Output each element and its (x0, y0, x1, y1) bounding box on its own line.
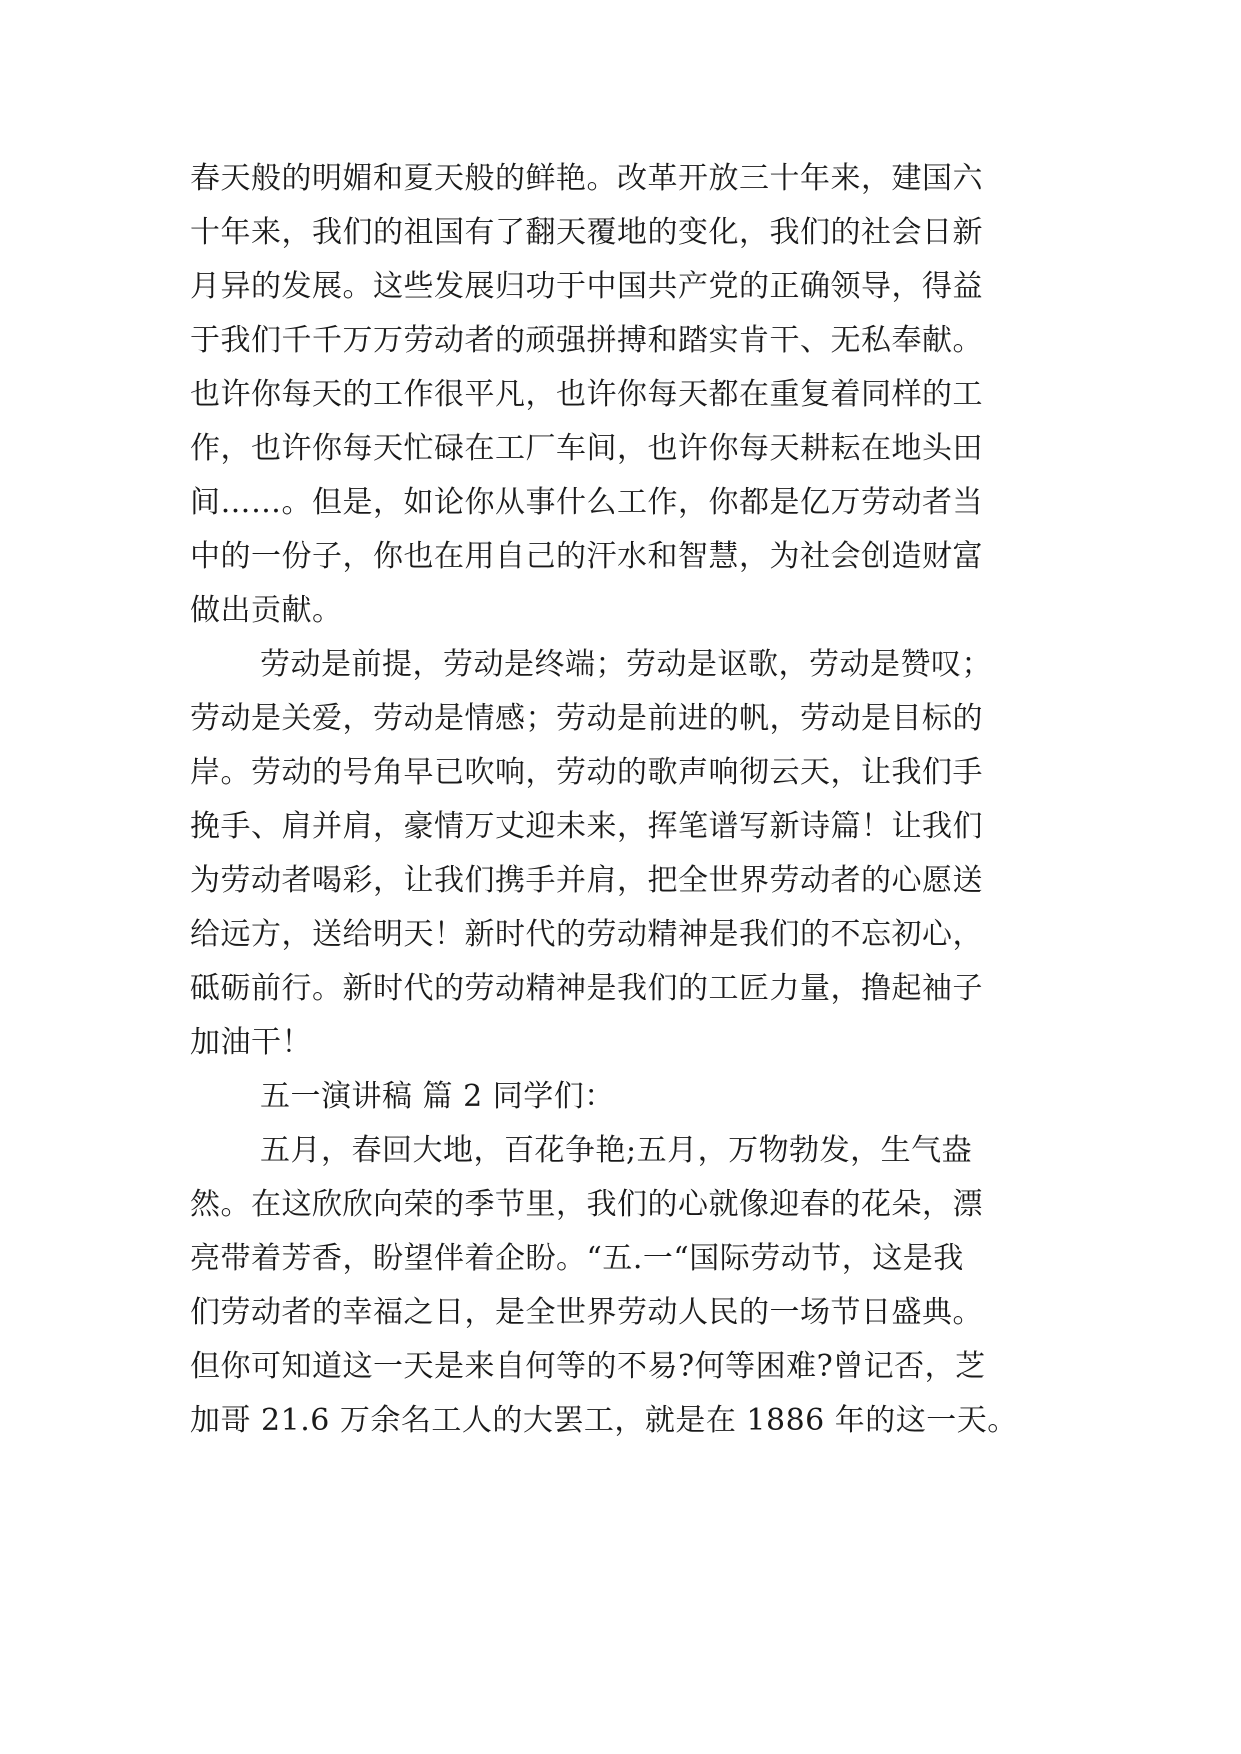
paragraph-2 (190, 638, 1070, 1070)
text-line: 劳动是关爱，劳动是情感；劳动是前进的帆，劳动是目标的 (190, 701, 983, 736)
text-line: 五月，春回大地，百花争艳;五月，万物勃发，生气盎 (260, 1133, 973, 1168)
text-line: 十年来，我们的祖国有了翻天覆地的变化，我们的社会日新 (190, 215, 983, 250)
text-line: 但你可知道这一天是来自何等的不易?何等困难?曾记否，芝 (190, 1349, 986, 1384)
text-line: 间……。但是，如论你从事什么工作，你都是亿万劳动者当 (190, 485, 983, 520)
text-line: 为劳动者喝彩，让我们携手并肩，把全世界劳动者的心愿送 (190, 863, 983, 898)
text-line: 于我们千千万万劳动者的顽强拼搏和踏实肯干、无私奉献。 (190, 323, 983, 358)
text-line: 中的一份子，你也在用自己的汗水和智慧，为社会创造财富 (190, 539, 983, 574)
text-line: 加油干！ (190, 1025, 312, 1060)
text-line: 加哥 21.6 万余名工人的大罢工，就是在 1886 年的这一天。 (190, 1403, 1018, 1438)
text-line: 挽手、肩并肩，豪情万丈迎未来，挥笔谱写新诗篇！让我们 (190, 809, 983, 844)
text-line: 岸。劳动的号角早已吹响，劳动的歌声响彻云天，让我们手 (190, 755, 983, 790)
text-line: 砥砺前行。新时代的劳动精神是我们的工匠力量，撸起袖子 (190, 971, 983, 1006)
text-line: 春天般的明媚和夏天般的鲜艳。改革开放三十年来，建国六 (190, 161, 983, 196)
paragraph-3-heading (190, 1070, 1070, 1124)
text-line: 劳动是前提，劳动是终端；劳动是讴歌，劳动是赞叹； (260, 647, 992, 682)
text-line: 做出贡献。 (190, 593, 343, 628)
text-line: 作，也许你每天忙碌在工厂车间，也许你每天耕耘在地头田 (190, 431, 983, 466)
text-line: 也许你每天的工作很平凡，也许你每天都在重复着同样的工 (190, 377, 983, 412)
paragraph-1 (190, 152, 1070, 638)
paragraph-4 (190, 1124, 1070, 1448)
text-line: 给远方，送给明天！新时代的劳动精神是我们的不忘初心， (190, 917, 983, 952)
section-heading: 五一演讲稿 篇 2 同学们： (260, 1079, 615, 1114)
text-line: 然。在这欣欣向荣的季节里，我们的心就像迎春的花朵，漂 (190, 1187, 983, 1222)
document-body (190, 152, 1070, 1448)
text-line: 亮带着芳香，盼望伴着企盼。“五.一“国际劳动节，这是我 (190, 1241, 964, 1276)
text-line: 们劳动者的幸福之日，是全世界劳动人民的一场节日盛典。 (190, 1295, 983, 1330)
text-line: 月异的发展。这些发展归功于中国共产党的正确领导，得益 (190, 269, 983, 304)
